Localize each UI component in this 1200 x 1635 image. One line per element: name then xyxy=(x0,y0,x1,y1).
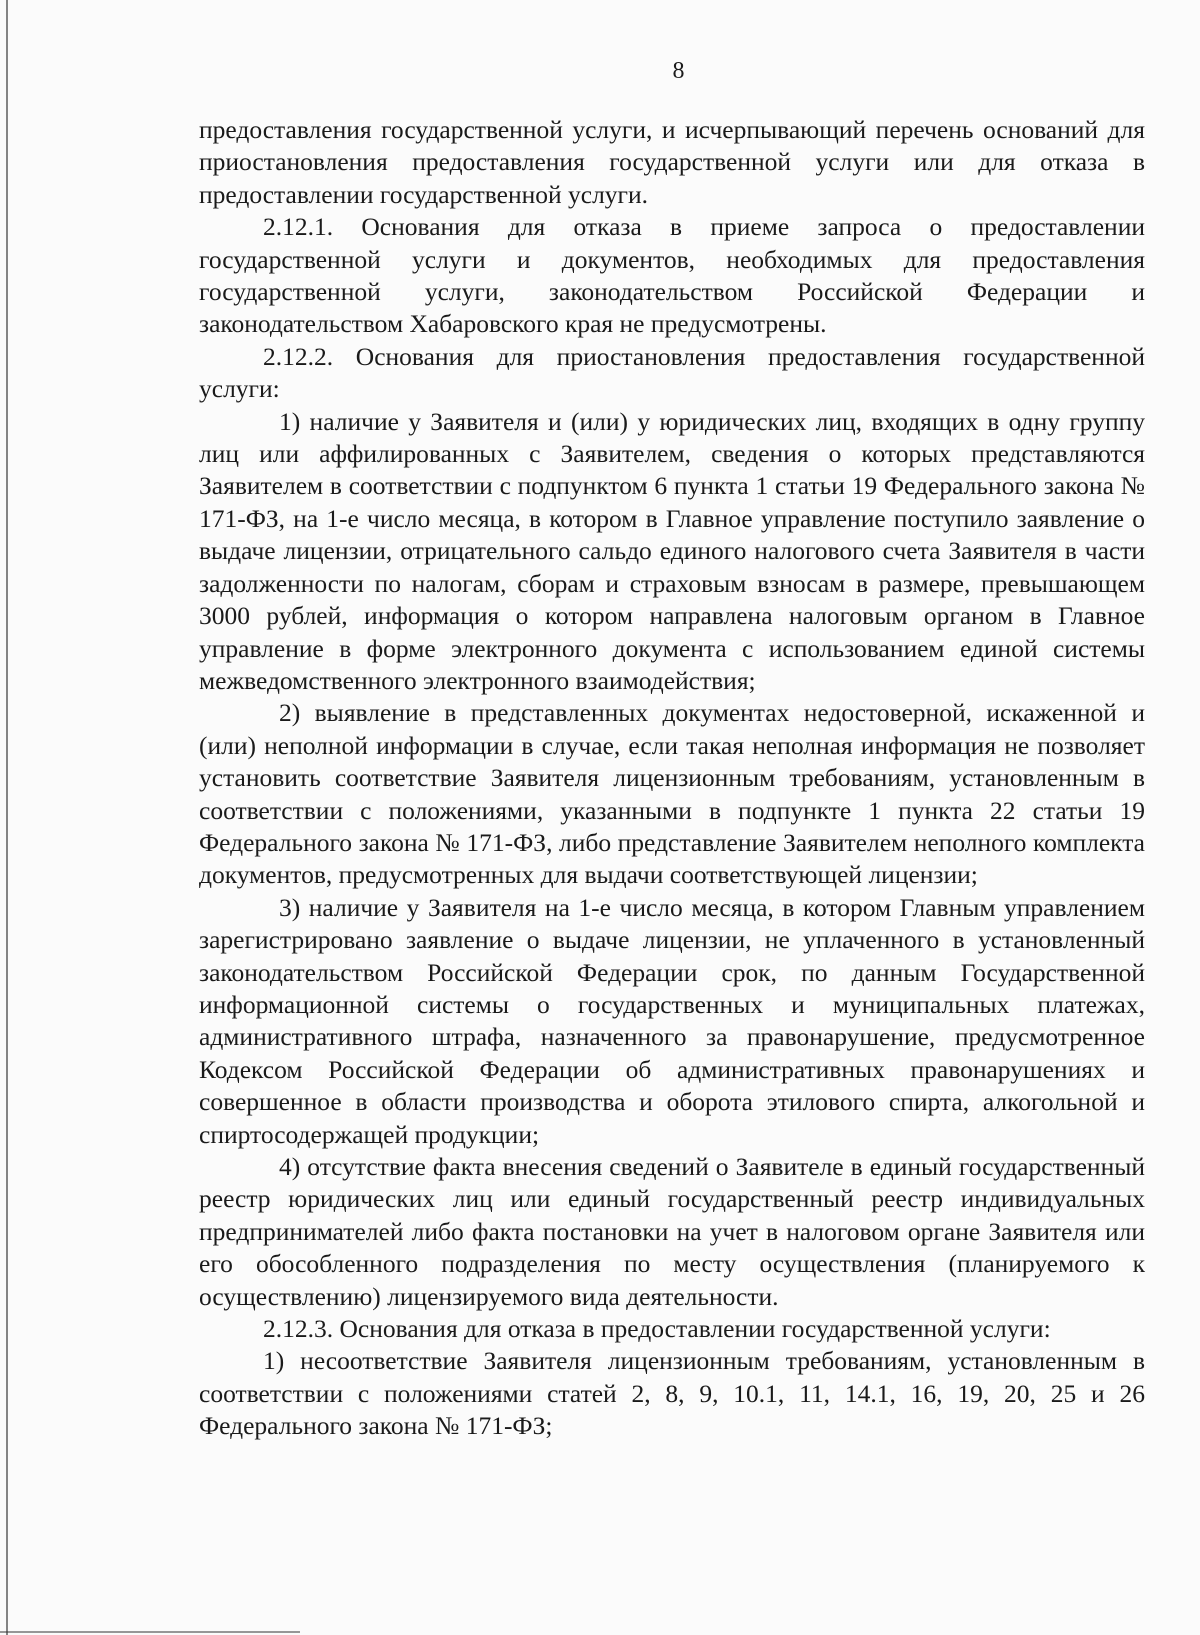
paragraph-2-12-1: 2.12.1. Основания для отказа в приеме запроса о предоставлении государственной услуги и документов, необходимых для предоставления государственной услуги, законодательством Российской Федерации и законодательством Хабаровского края не предусмотрены. xyxy=(199,212,1145,339)
paragraph-continuation: предоставления государственной услуги, и исчерпывающий перечень оснований для приостановления предоставления государственной услуги или для отказа в предоставлении государственной услуги. xyxy=(199,115,1145,209)
paragraph-2-12-2-item-3: 3) наличие у Заявителя на 1-е число месяца, в котором Главным управлением зарегистрировано заявление о выдаче лицензии, не уплаченного в установленный законодательством Российской Федерации срок, по данным Государственной информационной системы о государственных и муниципальных платежах, административного штрафа, назначенного за правонарушение, предусмотренное Кодексом Российской Федерации об административных правонарушениях и совершенное в области производства и оборота этилового спирта, алкогольной и спиртосодержащей продукции; xyxy=(199,892,1145,1149)
paragraph-2-12-2-item-2: 2) выявление в представленных документах недостоверной, искаженной и (или) неполной информации в случае, если такая неполная информация не позволяет установить соответствие Заявителя лицензионным требованиям, установленным в соответствии с положениями, указанными в подпункте 1 пункта 22 статьи 19 Федерального закона № 171-ФЗ, либо представление Заявителем неполного комплекта документов, предусмотренных для выдачи соответствующей лицензии; xyxy=(199,698,1145,890)
paragraph-2-12-3-item-1: 1) несоответствие Заявителя лицензионным требованиям, установленным в соответствии с положениями статей 2, 8, 9, 10.1, 11, 14.1, 16, 19, 20, 25 и 26 Федерального закона № 171-ФЗ; xyxy=(199,1346,1145,1441)
document-body xyxy=(199,114,1145,1443)
scan-edge-bottom xyxy=(0,1631,300,1633)
scan-edge-left xyxy=(6,0,8,1635)
paragraph-2-12-2: 2.12.2. Основания для приостановления предоставления государственной услуги: xyxy=(199,341,1145,404)
page-number: 8 xyxy=(672,58,685,84)
paragraph-2-12-2-item-4: 4) отсутствие факта внесения сведений о Заявителе в единый государственный реестр юридических лиц или единый государственный реестр индивидуальных предпринимателей либо факта постановки на учет в налоговом органе Заявителя или его обособленного подразделения по месту осуществления (планируемого к осуществлению) лицензируемого вида деятельности. xyxy=(199,1152,1145,1311)
paragraph-2-12-3: 2.12.3. Основания для отказа в предоставлении государственной услуги: xyxy=(263,1314,1051,1344)
paragraph-2-12-2-item-1: 1) наличие у Заявителя и (или) у юридических лиц, входящих в одну группу лиц или аффилированных с Заявителем, сведения о которых представляются Заявителем в соответствии с подпунктом 6 пункта 1 статьи 19 Федерального закона № 171-ФЗ, на 1-е число месяца, в котором в Главное управление поступило заявление о выдаче лицензии, отрицательного сальдо единого налогового счета Заявителя в части задолженности по налогам, сборам и страховым взносам в размере, превышающем 3000 рублей, информация о котором направлена налоговым органом в Главное управление в форме электронного документа с использованием единой системы межведомственного электронного взаимодействия; xyxy=(199,406,1145,695)
